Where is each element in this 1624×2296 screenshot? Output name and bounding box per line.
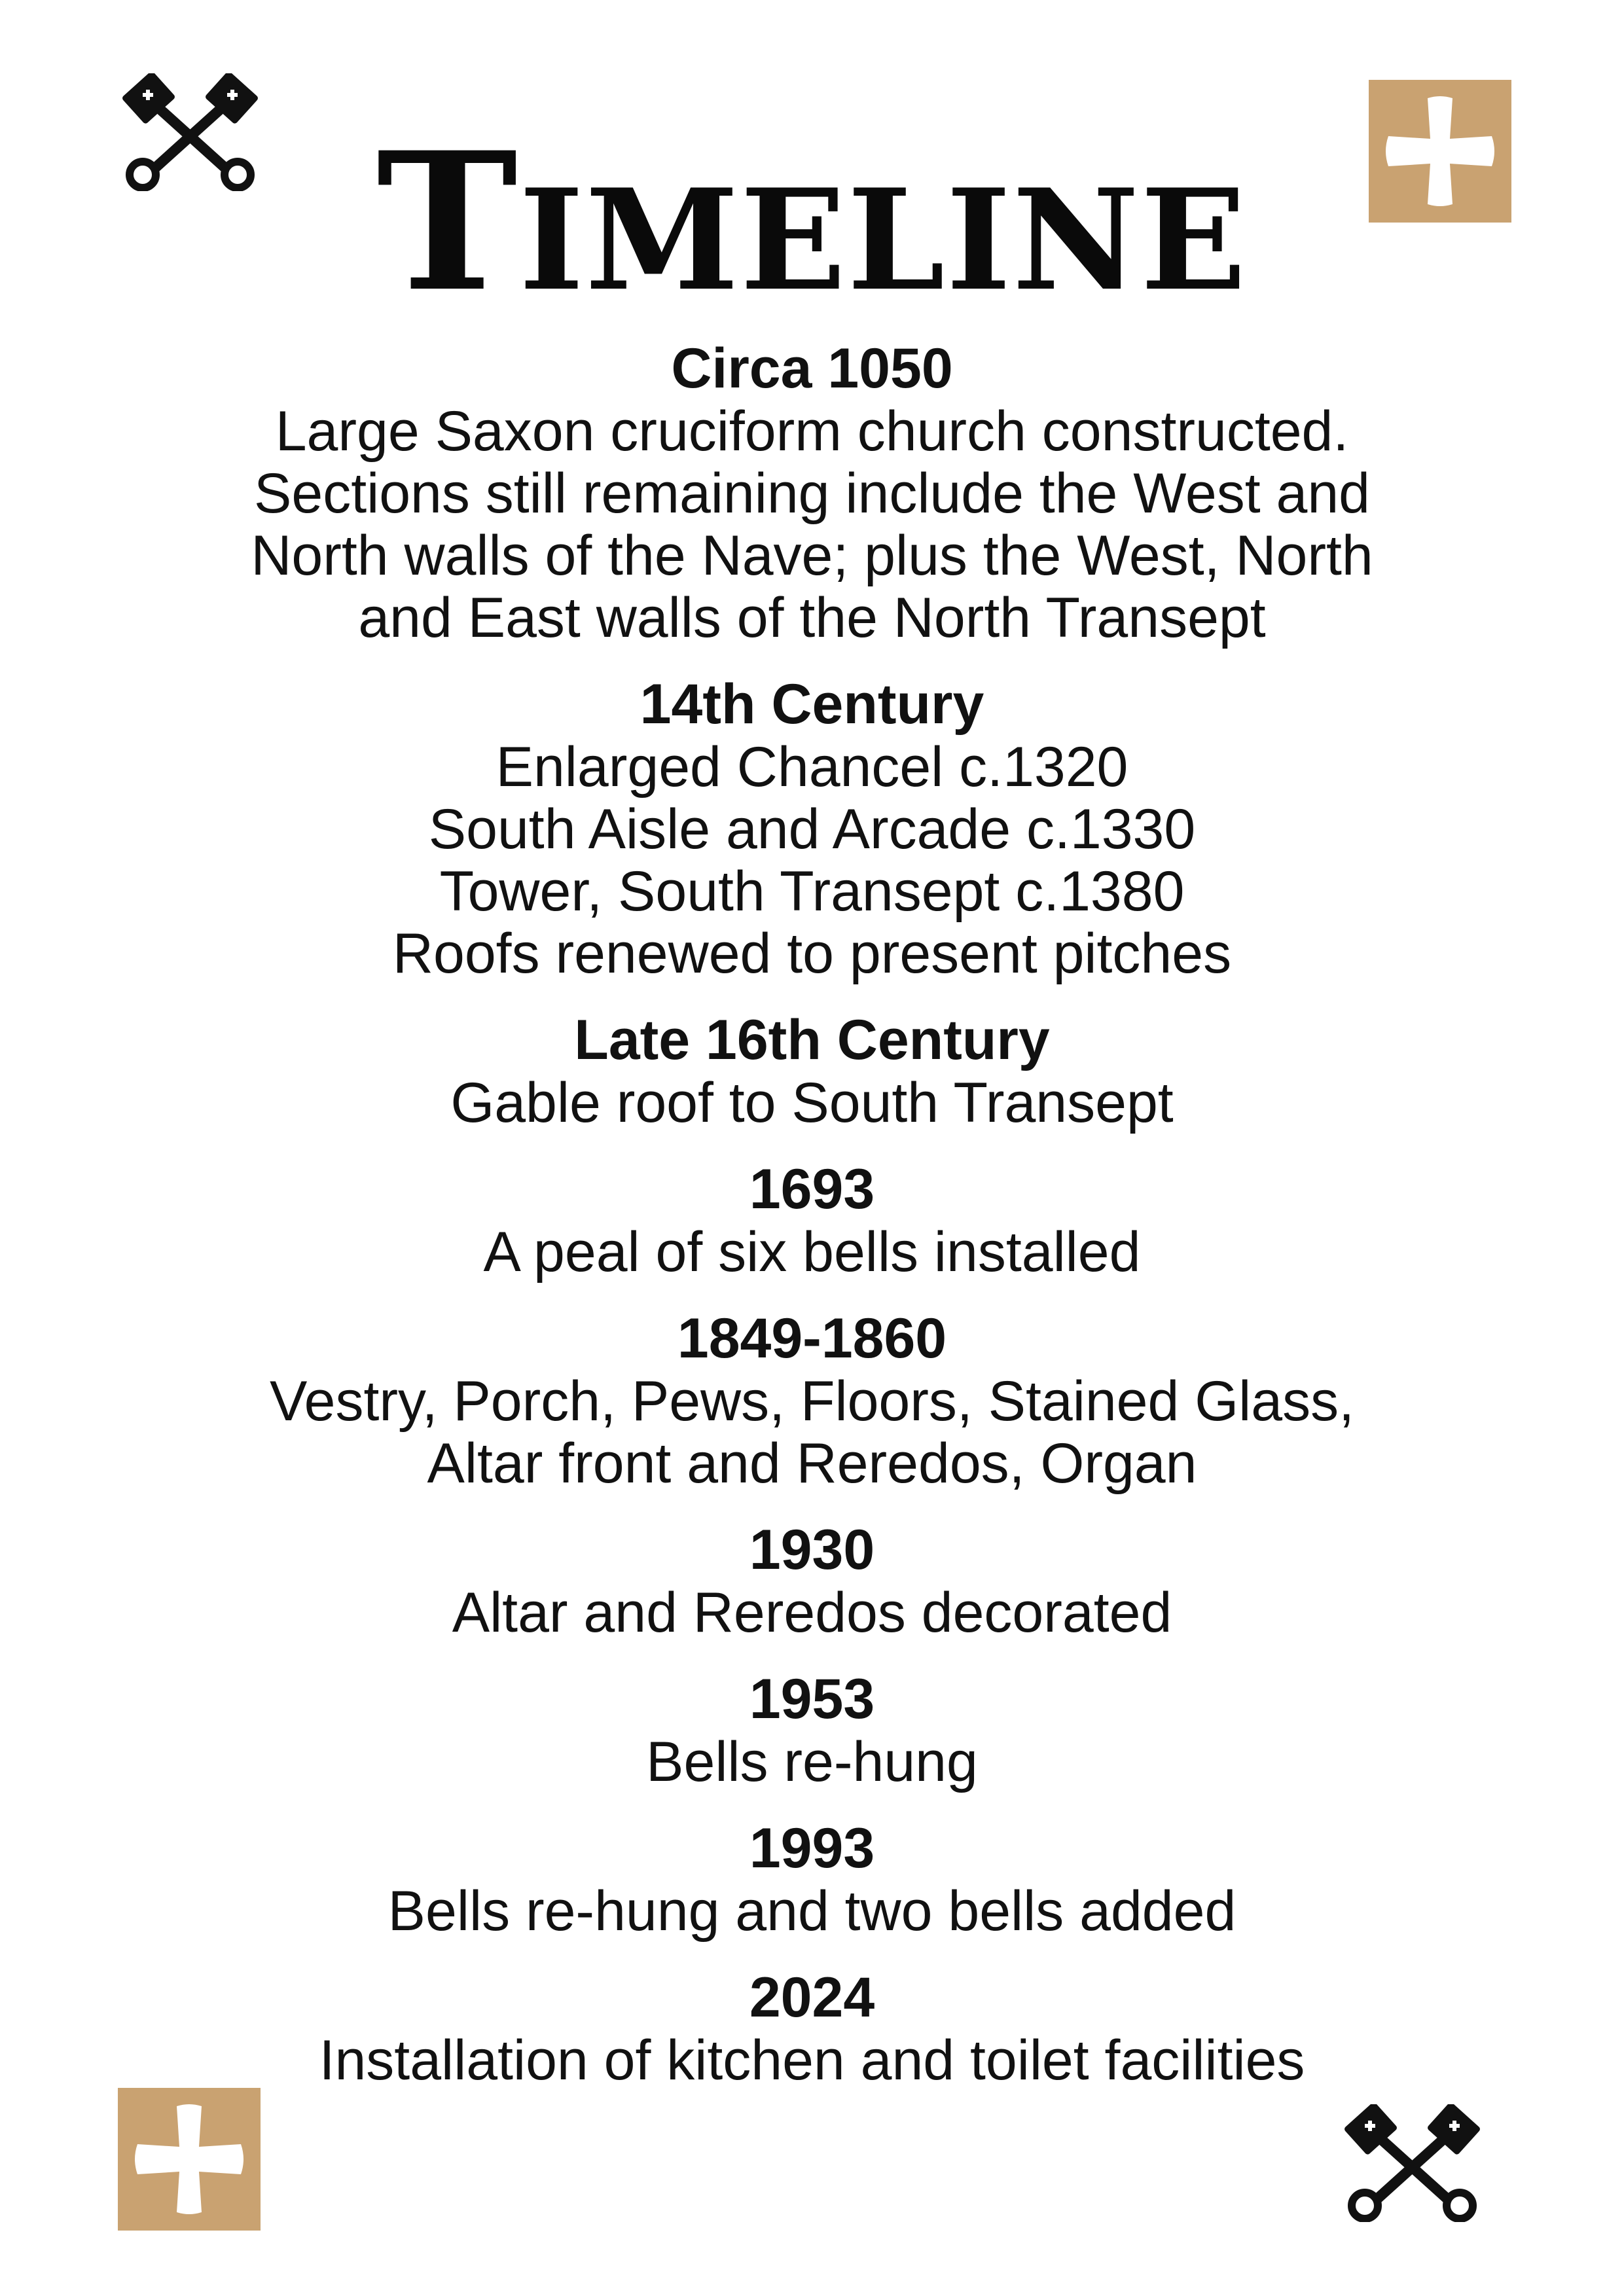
timeline-entry <box>131 1009 1493 1134</box>
entry-description-line: Tower, South Transept c.1380 <box>439 860 1185 923</box>
timeline-entry <box>131 1817 1493 1943</box>
entry-description-line: Installation of kitchen and toilet facilities <box>319 2029 1305 2092</box>
timeline-entry <box>131 1307 1493 1495</box>
entry-description-line: Altar front and Reredos, Organ <box>427 1432 1197 1495</box>
entry-description-line: and East walls of the North Transept <box>358 586 1266 649</box>
entry-description-line: Bells re-hung <box>646 1731 978 1793</box>
entry-date: 1953 <box>749 1668 875 1731</box>
timeline-list <box>131 337 1493 2115</box>
timeline-entry <box>131 673 1493 985</box>
cross-tile-icon <box>118 2088 261 2231</box>
timeline-entry <box>131 1668 1493 1793</box>
timeline-entry <box>131 337 1493 649</box>
entry-description-line: Large Saxon cruciform church constructed. <box>275 400 1349 463</box>
entry-date: Circa 1050 <box>671 337 953 400</box>
entry-date: 1693 <box>749 1158 875 1221</box>
entry-description-line: Gable roof to South Transept <box>450 1071 1174 1134</box>
title-rest: IMELINE <box>518 158 1248 321</box>
entry-date: 1930 <box>749 1518 875 1581</box>
timeline-entry <box>131 1518 1493 1644</box>
entry-description-line: Roofs renewed to present pitches <box>392 922 1232 985</box>
entry-description-line: Bells re-hung and two bells added <box>388 1880 1236 1943</box>
entry-description-line: A peal of six bells installed <box>483 1221 1141 1283</box>
entry-description-line: South Aisle and Arcade c.1330 <box>428 798 1196 861</box>
entry-description-line: North walls of the Nave; plus the West, North <box>251 524 1373 587</box>
timeline-entry <box>131 1158 1493 1283</box>
title-first-letter: T <box>376 111 519 334</box>
entry-description-line: Vestry, Porch, Pews, Floors, Stained Glass, <box>270 1370 1354 1433</box>
entry-description-line: Sections still remaining include the West and <box>254 462 1370 525</box>
page-title <box>0 111 1624 334</box>
entry-date: 1993 <box>749 1817 875 1880</box>
crossed-keys-icon <box>1339 2104 1486 2222</box>
entry-description-line: Altar and Reredos decorated <box>452 1581 1172 1644</box>
entry-date: 1849-1860 <box>677 1307 947 1370</box>
entry-date: 14th Century <box>640 673 984 736</box>
entry-date: Late 16th Century <box>574 1009 1050 1071</box>
entry-date: 2024 <box>749 1966 875 2029</box>
timeline-entry <box>131 1966 1493 2092</box>
entry-description-line: Enlarged Chancel c.1320 <box>496 736 1128 798</box>
